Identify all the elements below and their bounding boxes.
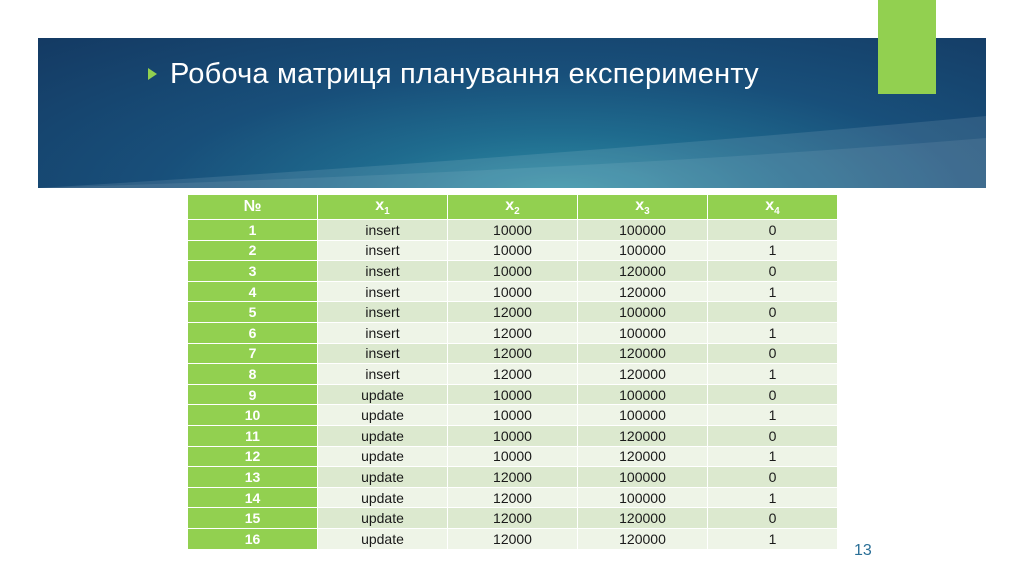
table-cell: insert [318, 302, 448, 323]
header-x3: $x_3$ [578, 195, 708, 220]
row-number-cell: 3 [188, 261, 318, 282]
table-cell: 0 [708, 467, 838, 488]
header-number: № [188, 195, 318, 220]
table-cell: 10000 [448, 281, 578, 302]
table-cell: 120000 [578, 508, 708, 529]
table-cell: 0 [708, 508, 838, 529]
table-cell: 120000 [578, 446, 708, 467]
table-cell: insert [318, 261, 448, 282]
table-cell: 0 [708, 425, 838, 446]
table-cell: 100000 [578, 384, 708, 405]
table-cell: 12000 [448, 343, 578, 364]
table-cell: 120000 [578, 343, 708, 364]
table-cell: 10000 [448, 220, 578, 241]
table-row [188, 364, 838, 385]
table-cell: 1 [708, 528, 838, 549]
table-cell: 0 [708, 384, 838, 405]
table-row [188, 281, 838, 302]
table-cell: update [318, 487, 448, 508]
table-cell: update [318, 405, 448, 426]
table-cell: 1 [708, 446, 838, 467]
row-number-cell: 1 [188, 220, 318, 241]
row-number-cell: 11 [188, 425, 318, 446]
row-number-cell: 6 [188, 322, 318, 343]
table-cell: 10000 [448, 405, 578, 426]
table-cell: update [318, 467, 448, 488]
table-cell: 100000 [578, 322, 708, 343]
table-cell: 0 [708, 261, 838, 282]
row-number-cell: 7 [188, 343, 318, 364]
row-number-cell: 13 [188, 467, 318, 488]
table-row [188, 467, 838, 488]
table-cell: update [318, 384, 448, 405]
table-cell: insert [318, 240, 448, 261]
table-row [188, 240, 838, 261]
row-number-cell: 12 [188, 446, 318, 467]
header-x2: $x_2$ [448, 195, 578, 220]
table-cell: insert [318, 364, 448, 385]
table-row [188, 528, 838, 549]
table-cell: 120000 [578, 364, 708, 385]
row-number-cell: 14 [188, 487, 318, 508]
table-body [188, 220, 838, 550]
table-cell: update [318, 508, 448, 529]
table-cell: 1 [708, 487, 838, 508]
table-cell: 1 [708, 405, 838, 426]
header-x4: $x_4$ [708, 195, 838, 220]
row-number-cell: 4 [188, 281, 318, 302]
table-cell: 1 [708, 240, 838, 261]
table-cell: 100000 [578, 240, 708, 261]
table-cell: 12000 [448, 528, 578, 549]
table-cell: insert [318, 220, 448, 241]
table-cell: 1 [708, 281, 838, 302]
table-cell: insert [318, 322, 448, 343]
table-cell: 12000 [448, 467, 578, 488]
table-cell: 0 [708, 343, 838, 364]
table-cell: 100000 [578, 487, 708, 508]
table-row [188, 322, 838, 343]
table-cell: 10000 [448, 261, 578, 282]
table-cell: 120000 [578, 425, 708, 446]
table-row [188, 384, 838, 405]
table-cell: 120000 [578, 261, 708, 282]
table-cell: 100000 [578, 467, 708, 488]
table-cell: 10000 [448, 425, 578, 446]
table-cell: 100000 [578, 220, 708, 241]
table-cell: 12000 [448, 302, 578, 323]
table-row [188, 487, 838, 508]
table-header-row [188, 195, 838, 220]
table-cell: 10000 [448, 240, 578, 261]
row-number-cell: 10 [188, 405, 318, 426]
slide-title: Робоча матриця планування експерименту [170, 58, 759, 90]
row-number-cell: 16 [188, 528, 318, 549]
table-cell: 12000 [448, 364, 578, 385]
table-cell: 100000 [578, 302, 708, 323]
table-row [188, 220, 838, 241]
table-cell: 10000 [448, 446, 578, 467]
table-row [188, 425, 838, 446]
table-cell: insert [318, 343, 448, 364]
table-cell: 100000 [578, 405, 708, 426]
experiment-matrix-table [187, 194, 838, 550]
table-row [188, 508, 838, 529]
table-row [188, 261, 838, 282]
table-row [188, 405, 838, 426]
bullet-triangle-icon [148, 68, 157, 80]
table-cell: 12000 [448, 322, 578, 343]
table-row [188, 446, 838, 467]
page-number: 13 [854, 542, 872, 559]
table-cell: 120000 [578, 281, 708, 302]
table-cell: 12000 [448, 508, 578, 529]
table-cell: 0 [708, 220, 838, 241]
table-cell: update [318, 425, 448, 446]
table-cell: 10000 [448, 384, 578, 405]
table-cell: 1 [708, 364, 838, 385]
header-x1: $x_1$ [318, 195, 448, 220]
table-cell: 12000 [448, 487, 578, 508]
table-row [188, 302, 838, 323]
row-number-cell: 2 [188, 240, 318, 261]
table-cell: update [318, 528, 448, 549]
table-cell: update [318, 446, 448, 467]
table-cell: 120000 [578, 528, 708, 549]
table-cell: 0 [708, 302, 838, 323]
row-number-cell: 5 [188, 302, 318, 323]
table-row [188, 343, 838, 364]
row-number-cell: 8 [188, 364, 318, 385]
table-cell: insert [318, 281, 448, 302]
accent-green-block [878, 0, 936, 94]
table-cell: 1 [708, 322, 838, 343]
row-number-cell: 9 [188, 384, 318, 405]
row-number-cell: 15 [188, 508, 318, 529]
